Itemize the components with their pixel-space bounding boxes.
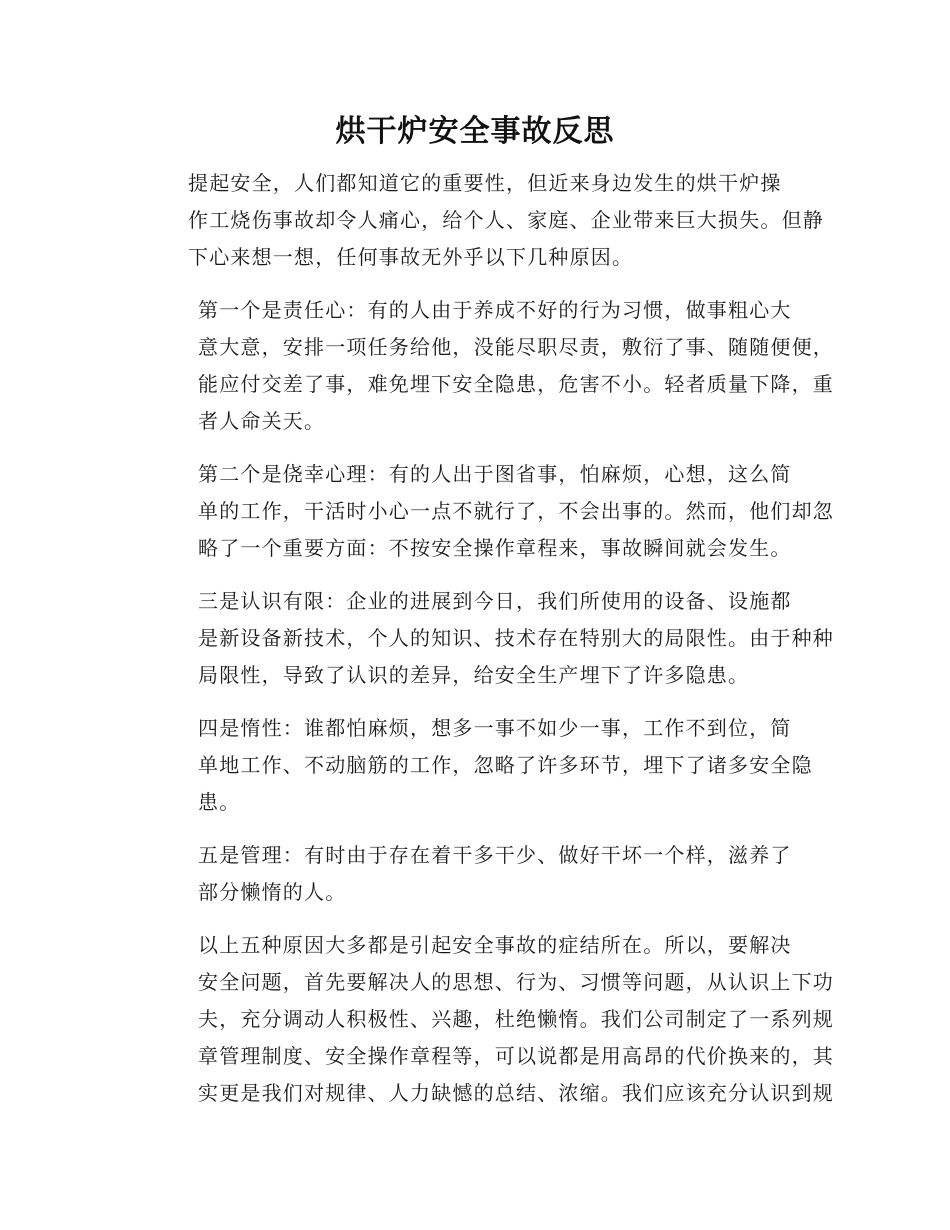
paragraph-luck-mentality	[142, 456, 834, 567]
paragraph-line: 部分懒惰的人。	[198, 880, 347, 904]
paragraph-limited-knowledge	[142, 583, 834, 694]
paragraph-line: 能应付交差了事，难免埋下安全隐患，危害不小。轻者质量下降，重	[198, 372, 834, 396]
paragraph-line: 意大意，安排一项任务给他，没能尽职尽责，敷衍了事、随随便便，	[198, 335, 834, 359]
paragraph-line: 提起安全，人们都知道它的重要性，但近来身边发生的烘干炉操	[188, 171, 782, 195]
paragraph-line: 第二个是侥幸心理：有的人出于图省事，怕麻烦，心想，这么简	[198, 462, 792, 486]
paragraph-line: 四是惰性：谁都怕麻烦，想多一事不如少一事，工作不到位，简	[198, 716, 792, 740]
paragraph-conclusion	[142, 927, 834, 1112]
paragraph-line: 第一个是责任心：有的人由于养成不好的行为习惯，做事粗心大	[198, 298, 792, 322]
document-title: 烘干炉安全事故反思	[335, 114, 615, 149]
paragraph-responsibility	[142, 292, 834, 440]
paragraph-management	[142, 837, 804, 911]
paragraph-inertia	[142, 710, 813, 821]
paragraph-intro	[142, 165, 824, 276]
paragraph-line: 略了一个重要方面：不按安全操作章程来，事故瞬间就会发生。	[198, 536, 792, 560]
paragraph-line: 患。	[198, 790, 241, 814]
paragraph-line: 以上五种原因大多都是引起安全事故的症结所在。所以，要解决	[198, 933, 792, 957]
paragraph-line: 夫，充分调动人积极性、兴趣，杜绝懒惰。我们公司制定了一系列规	[198, 1007, 834, 1031]
paragraph-line: 五是管理：有时由于存在着干多干少、做好干坏一个样，滋养了	[198, 843, 792, 867]
paragraph-line: 三是认识有限：企业的进展到今日，我们所使用的设备、设施都	[198, 589, 792, 613]
paragraph-line: 实更是我们对规律、人力缺憾的总结、浓缩。我们应该充分认识到规	[198, 1081, 834, 1105]
paragraph-line: 安全问题，首先要解决人的思想、行为、习惯等问题，从认识上下功	[198, 970, 834, 994]
paragraph-line: 单的工作，干活时小心一点不就行了，不会出事的。然而，他们却忽	[198, 499, 834, 523]
paragraph-line: 者人命关天。	[198, 409, 326, 433]
paragraph-line: 章管理制度、安全操作章程等，可以说都是用高昂的代价换来的，其	[198, 1044, 834, 1068]
paragraph-line: 单地工作、不动脑筋的工作，忽略了许多环节，埋下了诸多安全隐	[198, 753, 813, 777]
paragraph-line: 下心来想一想，任何事故无外乎以下几种原因。	[188, 245, 634, 269]
paragraph-line: 作工烧伤事故却令人痛心，给个人、家庭、企业带来巨大损失。但静	[188, 208, 824, 232]
paragraph-line: 局限性，导致了认识的差异，给安全生产埋下了许多隐患。	[198, 663, 750, 687]
document-body	[142, 165, 834, 1128]
paragraph-line: 是新设备新技术，个人的知识、技术存在特别大的局限性。由于种种	[198, 626, 834, 650]
